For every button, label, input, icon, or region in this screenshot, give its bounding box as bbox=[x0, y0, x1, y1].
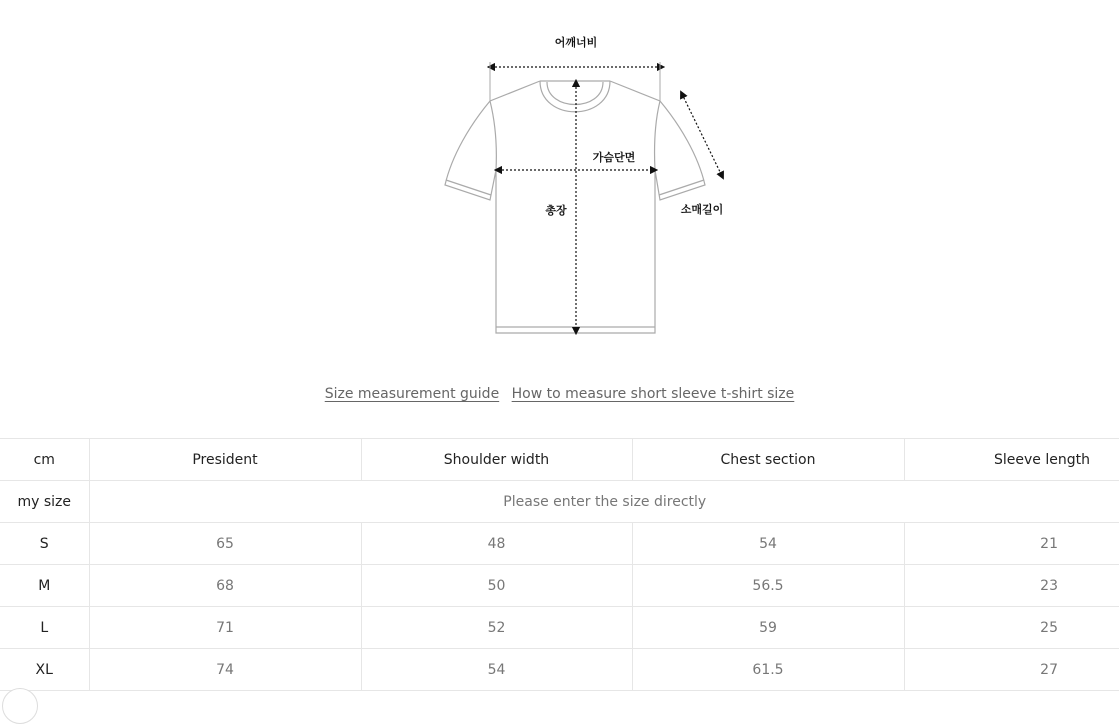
size-label: L bbox=[0, 607, 89, 649]
tshirt-measurement-diagram bbox=[0, 0, 1119, 360]
size-label: S bbox=[0, 523, 89, 565]
header-shoulder-width: Shoulder width bbox=[361, 439, 632, 481]
size-table bbox=[0, 438, 1119, 691]
header-chest-section: Chest section bbox=[632, 439, 904, 481]
value-chest-section: 61.5 bbox=[632, 649, 904, 691]
value-sleeve-length: 25 bbox=[904, 607, 1119, 649]
value-shoulder-width: 54 bbox=[361, 649, 632, 691]
length-label: 총장 bbox=[545, 204, 567, 217]
value-sleeve-length: 23 bbox=[904, 565, 1119, 607]
measurement-lines bbox=[491, 67, 722, 331]
chest-label: 가슴단면 bbox=[592, 151, 636, 164]
table-row bbox=[0, 565, 1119, 607]
tshirt-outline bbox=[445, 81, 705, 333]
my-size-row bbox=[0, 481, 1119, 523]
value-shoulder-width: 48 bbox=[361, 523, 632, 565]
table-row bbox=[0, 649, 1119, 691]
value-president: 74 bbox=[89, 649, 361, 691]
value-president: 71 bbox=[89, 607, 361, 649]
value-chest-section: 56.5 bbox=[632, 565, 904, 607]
value-chest-section: 59 bbox=[632, 607, 904, 649]
size-guide-links bbox=[0, 386, 1119, 402]
how-to-measure-link[interactable]: How to measure short sleeve t-shirt size bbox=[511, 386, 795, 402]
header-president: President bbox=[89, 439, 361, 481]
size-label: M bbox=[0, 565, 89, 607]
value-shoulder-width: 52 bbox=[361, 607, 632, 649]
value-president: 68 bbox=[89, 565, 361, 607]
size-label: XL bbox=[0, 649, 89, 691]
value-shoulder-width: 50 bbox=[361, 565, 632, 607]
value-chest-section: 54 bbox=[632, 523, 904, 565]
header-cm: cm bbox=[0, 439, 89, 481]
value-sleeve-length: 27 bbox=[904, 649, 1119, 691]
value-sleeve-length: 21 bbox=[904, 523, 1119, 565]
sleeve-arrow bbox=[682, 94, 722, 176]
header-sleeve-length: Sleeve length bbox=[904, 439, 1119, 481]
my-size-label: my size bbox=[0, 481, 89, 523]
size-measurement-guide-link[interactable]: Size measurement guide bbox=[324, 386, 500, 402]
shoulder-label: 어깨너비 bbox=[554, 36, 598, 49]
table-header-row bbox=[0, 439, 1119, 481]
scroll-top-button[interactable] bbox=[2, 688, 38, 724]
table-row bbox=[0, 523, 1119, 565]
my-size-message[interactable]: Please enter the size directly bbox=[89, 481, 1119, 523]
sleeve-label: 소매길이 bbox=[680, 203, 724, 216]
value-president: 65 bbox=[89, 523, 361, 565]
table-row bbox=[0, 607, 1119, 649]
